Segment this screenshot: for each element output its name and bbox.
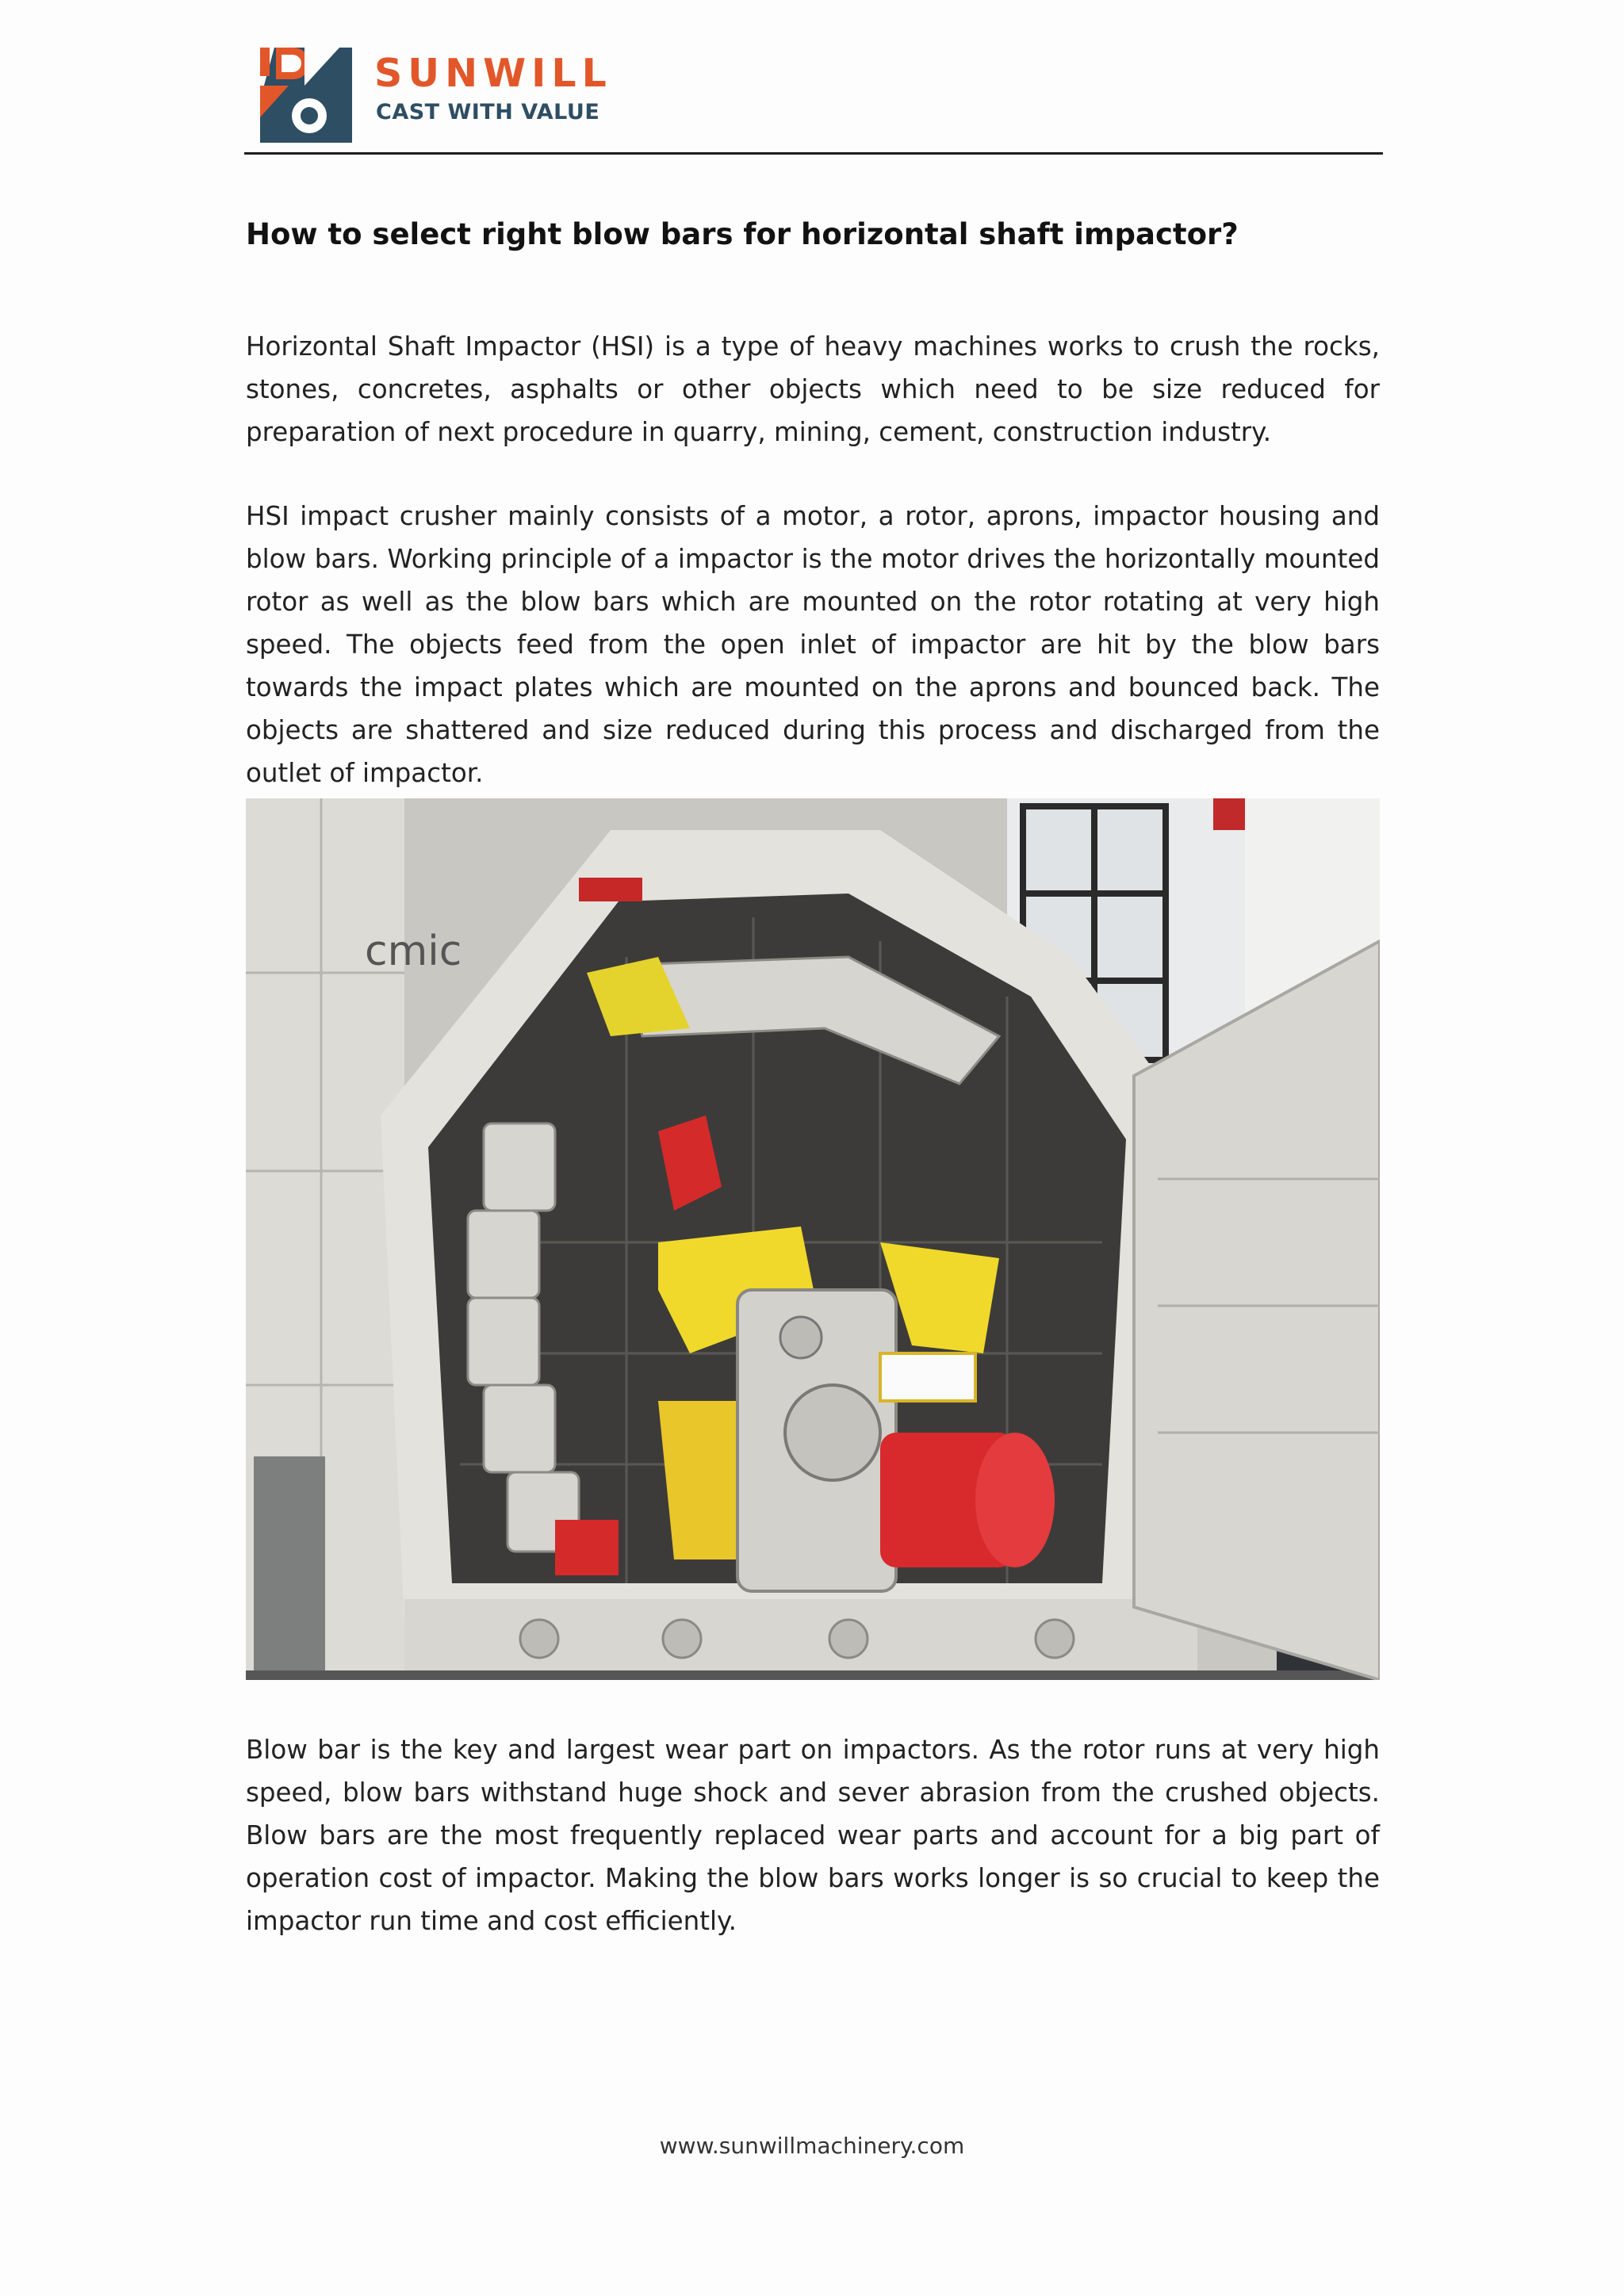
brand-name: SUNWILL (374, 51, 612, 96)
paragraph-working-principle: HSI impact crusher mainly consists of a motor, a rotor, aprons, impactor housing and blow bars. Working principle of a impactor is the motor drives the horizontally mounted rotor as well as the blow bars which are mounted on the rotor rotating at very high speed. The objects feed from the open inlet of impactor are hit by the blow bars towards the impact plates which are mounted on the aprons and bounced back. The objects are shattered and size reduced during this process and discharged from the outlet of impactor. (246, 501, 1380, 788)
footer-url: www.sunwillmachinery.com (659, 2133, 965, 2159)
sunwill-logo-icon (257, 44, 355, 144)
impactor-photo (246, 798, 1380, 1680)
page-header (244, 40, 1383, 155)
photo-sign-text: cmic (365, 928, 462, 975)
paragraph-intro: Horizontal Shaft Impactor (HSI) is a type of heavy machines works to crush the rocks, stones, concretes, asphalts or other objects which need to be size reduced for preparation of next procedure in quarry, mining, cement, construction industry. (246, 331, 1380, 447)
article-title: How to select right blow bars for horizontal shaft impactor? (246, 217, 1239, 251)
impactor-illustration (246, 798, 1380, 1680)
brand-tagline: CAST WITH VALUE (376, 100, 600, 124)
paragraph-blow-bar: Blow bar is the key and largest wear part on impactors. As the rotor runs at very high speed, blow bars withstand huge shock and sever abrasion from the crushed objects. Blow bars are the most frequently replaced wear parts and account for a big part of operation cost of impactor. Making the blow bars works longer is so crucial to keep the impactor run time and cost efficiently. (246, 1735, 1380, 1936)
